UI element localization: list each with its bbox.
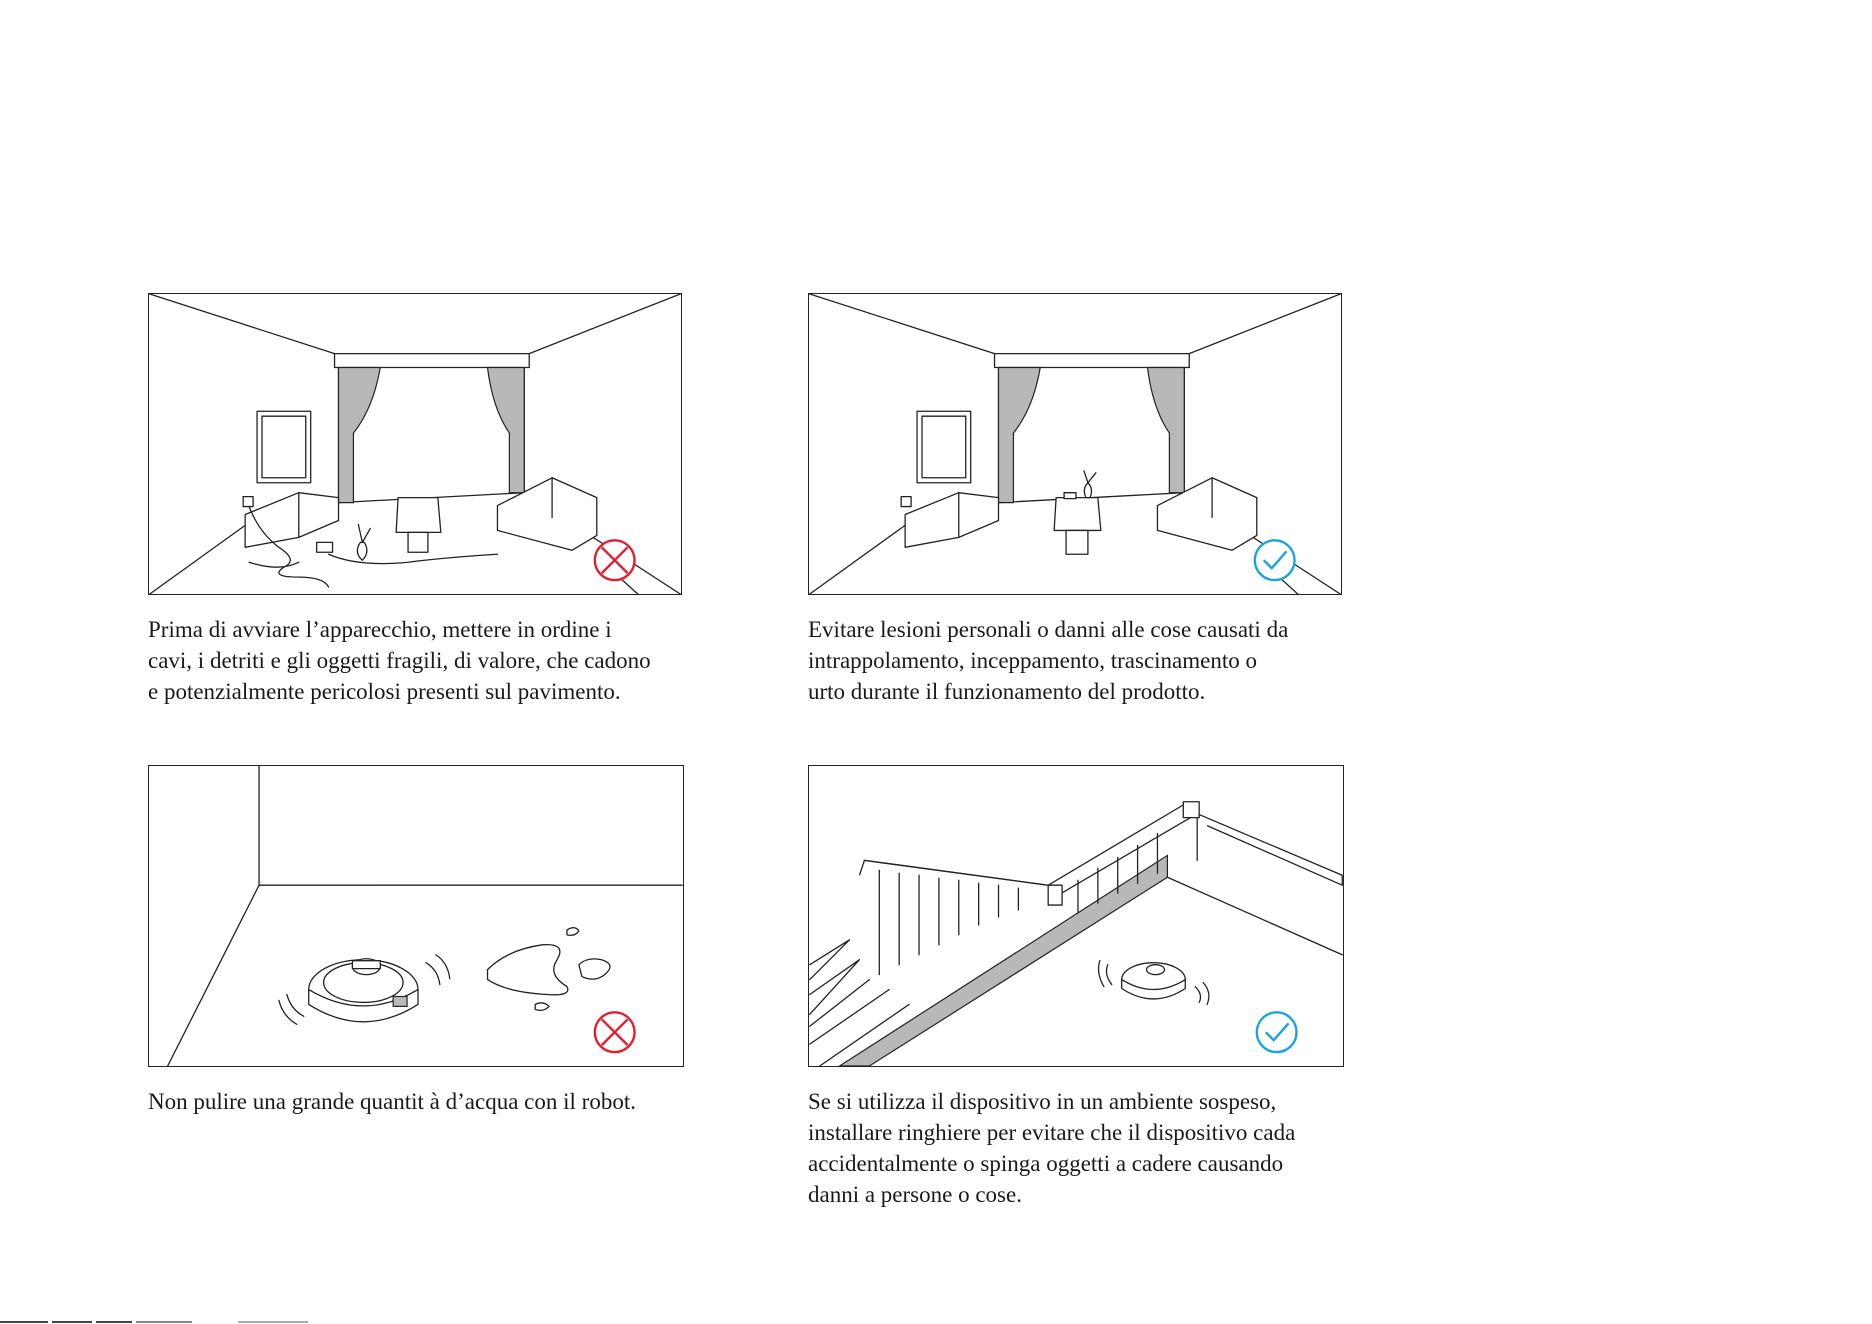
caption-cluttered-room bbox=[148, 614, 651, 707]
caption-line: Prima di avviare l’apparecchio, mettere in ordine i bbox=[148, 617, 612, 642]
corner-drawing bbox=[149, 766, 683, 1066]
caption-line: e potenzialmente pericolosi presenti sul pavimento. bbox=[148, 679, 621, 704]
caption-line: intrappolamento, inceppamento, trascinamento o bbox=[808, 648, 1257, 673]
caption-line: installare ringhiere per evitare che il dispositivo cada bbox=[808, 1120, 1296, 1145]
caption-line: danni a persone o cose. bbox=[808, 1182, 1022, 1207]
caption-line: Non pulire una grande quantit à d’acqua con il robot. bbox=[148, 1089, 636, 1114]
room-drawing bbox=[809, 294, 1341, 594]
caption-line: accidentalmente o spinga oggetti a cadere causando bbox=[808, 1151, 1284, 1176]
illustration-tidy-room bbox=[808, 293, 1342, 595]
illustration-railings bbox=[808, 765, 1344, 1067]
caption-robot-water bbox=[148, 1086, 636, 1117]
caption-railings bbox=[808, 1086, 1295, 1210]
illustration-robot-water bbox=[148, 765, 684, 1067]
caption-tidy-room bbox=[808, 614, 1288, 707]
room-drawing bbox=[149, 294, 681, 594]
caption-line: Se si utilizza il dispositivo in un ambiente sospeso, bbox=[808, 1089, 1277, 1114]
caption-line: Evitare lesioni personali o danni alle cose causati da bbox=[808, 617, 1289, 642]
caption-line: urto durante il funzionamento del prodotto. bbox=[808, 679, 1206, 704]
caption-line: cavi, i detriti e gli oggetti fragili, di valore, che cadono bbox=[148, 648, 651, 673]
illustration-cluttered-room bbox=[148, 293, 682, 595]
balcony-drawing bbox=[809, 766, 1343, 1066]
